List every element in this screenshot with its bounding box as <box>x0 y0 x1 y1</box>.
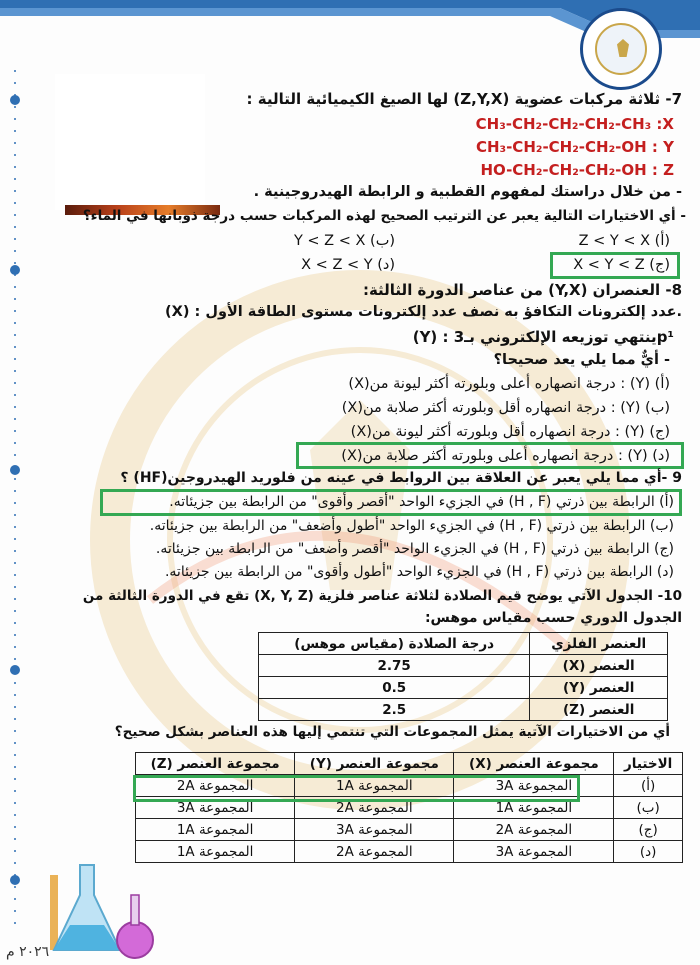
q7-formula-z: HO-CH₂-CH₂-CH₂-OH : Z <box>480 161 674 179</box>
q9-answer-highlight <box>100 489 682 516</box>
q9-choice-d: (د) الرابطة بين ذرتي (H , F) في الجزيء الواحد "أطول وأقوى" من الرابطة بين جزيئاته. <box>164 564 674 580</box>
table2-cell: المجموعة 3A <box>136 797 295 819</box>
q7-choice-d: (د) X < Z < Y <box>301 257 395 273</box>
table2-cell: المجموعة 1A <box>136 819 295 841</box>
q9-choice-b: (ب) الرابطة بين ذرتي (H , F) في الجزيء الواحد "أطول وأضعف" من الرابطة بين جزيئاته. <box>149 518 674 534</box>
table2-cell: المجموعة 2A <box>136 775 295 797</box>
q10-question: أي من الاختيارات الآتية يمثل المجموعات التي تنتمي إليها هذه العناصر بشكل صحيح؟ <box>114 724 670 740</box>
q8-answer-highlight <box>296 442 684 469</box>
spiral-binding <box>6 70 24 930</box>
q7-answer-highlight <box>550 252 680 279</box>
table2-cell: المجموعة 2A <box>295 841 454 863</box>
q8-choice-b: (ب) (Y) : درجة انصهاره أقل وبلورته أكثر صلابة من(X) <box>341 400 670 416</box>
q7-choice-a: (أ) Z < Y < X <box>578 233 670 249</box>
table1-cell: العنصر (Y) <box>530 677 668 699</box>
q7-choice-b: (ب) Y < Z < X <box>293 233 395 249</box>
q8-choice-a: (أ) (Y) : درجة انصهاره أعلى وبلورته أكثر ليونة من(X) <box>348 376 670 392</box>
table2-cell: (أ) <box>614 775 683 797</box>
q8-y-desc: (Y) : ينتهي توزيعه الإلكتروني بـ3p¹ <box>412 328 674 346</box>
table2-cell: المجموعة 2A <box>295 797 454 819</box>
table2-header: مجموعة العنصر (Y) <box>295 753 454 775</box>
q7-choice-c: (ج) X < Y < Z <box>573 257 670 273</box>
q10-answer-highlight <box>133 775 580 802</box>
q8-choice-c: (ج) (Y) : درجة انصهاره أقل وبلورته أكثر ليونة من(X) <box>350 424 670 440</box>
groups-table <box>135 752 683 863</box>
table2-header: مجموعة العنصر (X) <box>454 753 614 775</box>
table2-cell: المجموعة 3A <box>454 775 614 797</box>
q9-choice-a: (أ) الرابطة بين ذرتي (H , F) في الجزيء الواحد "أقصر وأقوى" من الرابطة بين جزيئاته. <box>169 494 674 510</box>
table2-cell: المجموعة 1A <box>454 797 614 819</box>
table2-cell: (ب) <box>614 797 683 819</box>
q7-question: - أي الاختيارات التالية يعبر عن الترتيب الصحيح لهذه المركبات حسب درجة ذوبانها في الماء؟ <box>82 208 686 224</box>
table2-cell: (د) <box>614 841 683 863</box>
table2-cell: المجموعة 3A <box>295 819 454 841</box>
q9-choice-c: (ج) الرابطة بين ذرتي (H , F) في الجزيء الواحد "أقصر وأضعف" من الرابطة بين جزيئاته. <box>155 541 674 557</box>
table1-header: العنصر الفلزي <box>530 633 668 655</box>
table2-cell: المجموعة 3A <box>454 841 614 863</box>
q8-title: 8- العنصران (Y,X) من عناصر الدورة الثالثة: <box>362 281 682 299</box>
table2-cell: (ج) <box>614 819 683 841</box>
footer-year: ٢٠٢٦ م <box>6 944 50 960</box>
table1-cell: العنصر (X) <box>530 655 668 677</box>
table1-cell: 0.5 <box>259 677 530 699</box>
table1-header: درجة الصلادة (مقياس موهس) <box>259 633 530 655</box>
hardness-table <box>258 632 668 721</box>
q7-intro: - من خلال دراستك لمفهوم القطبية و الرابطة الهيدروجينية . <box>253 184 682 200</box>
q8-question: - أيٌّ مما يلي يعد صحيحا؟ <box>493 352 670 368</box>
table1-cell: العنصر (Z) <box>530 699 668 721</box>
redaction-box <box>55 74 205 210</box>
q10-title-1: 10- الجدول الآتي يوضح قيم الصلادة لثلاثة عناصر فلزية (X, Y, Z) تقع في الدورة الثالثة من <box>82 588 682 604</box>
table1-cell: 2.5 <box>259 699 530 721</box>
table2-header: مجموعة العنصر (Z) <box>136 753 295 775</box>
q7-formula-x: CH₃-CH₂-CH₂-CH₂-CH₃ :X <box>475 115 674 133</box>
table2-cell: المجموعة 1A <box>136 841 295 863</box>
q9-title: 9 -أي مما يلي يعبر عن العلاقة بين الروابط في عينه من فلوريد الهيدروجين(HF) ؟ <box>120 470 682 486</box>
q8-x-desc: (X) : عدد إلكترونات التكافؤ به نصف عدد إلكترونات مستوى الطاقة الأول. <box>165 304 682 320</box>
table2-cell: المجموعة 1A <box>295 775 454 797</box>
q10-title-2: الجدول الدوري حسب مقياس موهس: <box>424 610 682 626</box>
q7-formula-y: CH₃-CH₂-CH₂-CH₂-OH : Y <box>475 138 674 156</box>
q7-title: 7- ثلاثة مركبات عضوية (Z,Y,X) لها الصيغ الكيميائية التالية : <box>246 90 682 108</box>
table2-header: الاختيار <box>614 753 683 775</box>
ministry-logo <box>580 8 662 90</box>
q8-choice-d: (د) (Y) : درجة انصهاره أعلى وبلورته أكثر صلابة من(X) <box>341 448 670 464</box>
table2-cell: المجموعة 2A <box>454 819 614 841</box>
table1-cell: 2.75 <box>259 655 530 677</box>
